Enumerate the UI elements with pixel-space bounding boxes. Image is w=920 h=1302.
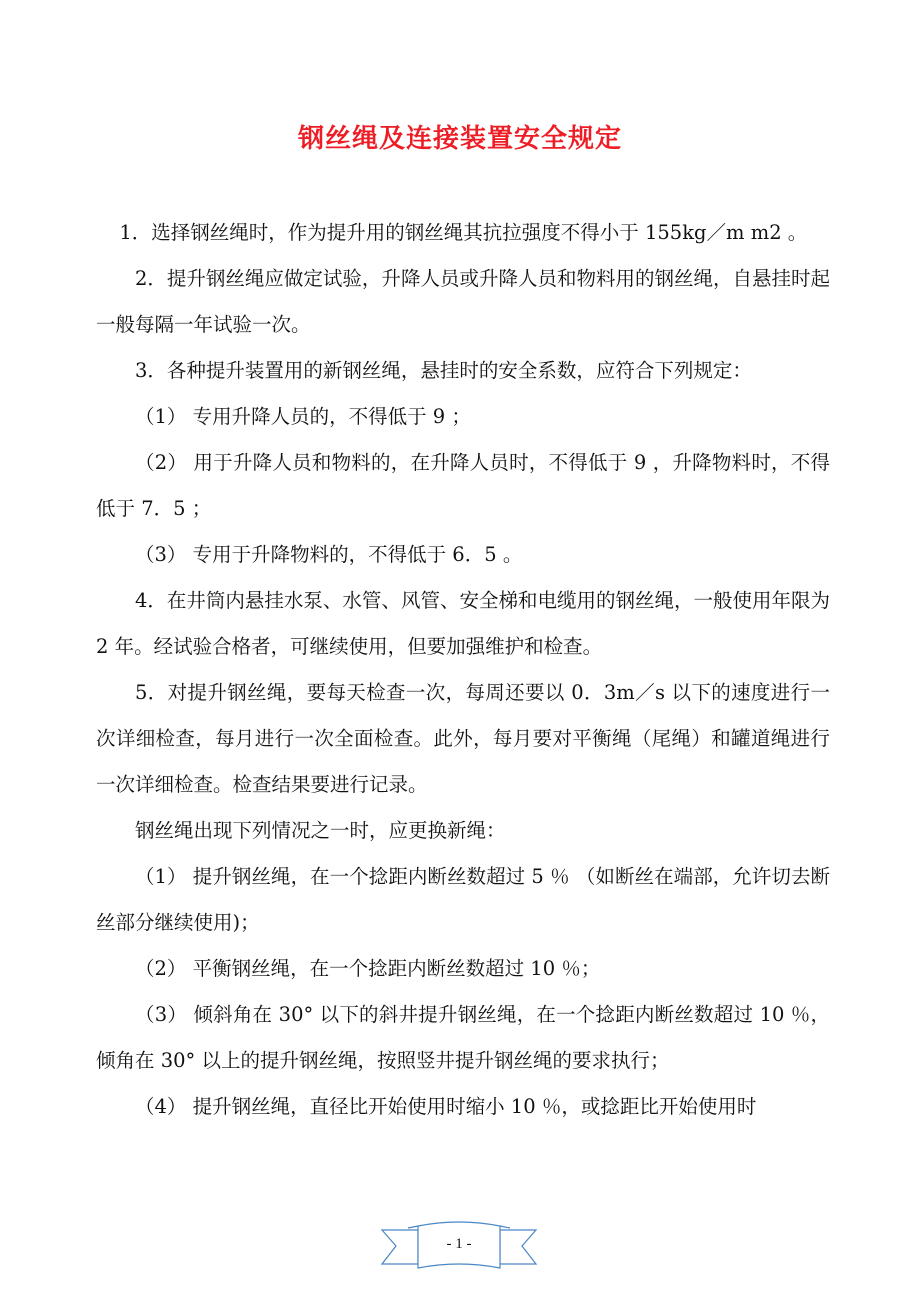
replacement-item-4: （4） 提升钢丝绳，直径比开始使用时缩小 10 ％，或捻距比开始使用时 — [135, 1095, 757, 1118]
paragraph-3-item-3: （3） 专用于升降物料的，不得低于 6．5 。 — [135, 543, 523, 566]
replacement-intro: 钢丝绳出现下列情况之一时，应更换新绳： — [135, 819, 506, 842]
paragraph-1: 1．选择钢丝绳时，作为提升用的钢丝绳其抗拉强度不得小于 155kg／m m2 。 — [119, 221, 808, 244]
page-number: - 1 - — [446, 1236, 472, 1252]
replacement-item-1: （1） 提升钢丝绳，在一个捻距内断丝数超过 5 ％ （如断丝在端部，允许切去断丝部分继续使用)； — [96, 865, 830, 934]
paragraph-5: 5．对提升钢丝绳，要每天检查一次，每周还要以 0．3m／s 以下的速度进行一次详细检查，每月进行一次全面检查。此外，每月要对平衡绳（尾绳）和罐道绳进行一次详细检查。检查结果要进行记录。 — [96, 681, 830, 796]
document-title: 钢丝绳及连接装置安全规定 — [297, 124, 622, 154]
document-body — [96, 210, 830, 1130]
paragraph-3-item-1: （1） 专用升降人员的，不得低于 9 ； — [135, 405, 471, 428]
replacement-item-2: （2） 平衡钢丝绳，在一个捻距内断丝数超过 10 ％； — [135, 957, 601, 980]
paragraph-3: 3．各种提升装置用的新钢丝绳，悬挂时的安全系数，应符合下列规定： — [135, 359, 752, 382]
page-footer — [378, 1216, 540, 1276]
replacement-item-3: （3） 倾斜角在 30° 以下的斜井提升钢丝绳，在一个捻距内断丝数超过 10 ％，倾角在 30° 以上的提升钢丝绳，按照竖井提升钢丝绳的要求执行； — [96, 1003, 830, 1072]
paragraph-2: 2．提升钢丝绳应做定试验，升降人员或升降人员和物料用的钢丝绳，自悬挂时起一般每隔一年试验一次。 — [96, 267, 830, 336]
paragraph-4: 4．在井筒内悬挂水泵、水管、风管、安全梯和电缆用的钢丝绳，一般使用年限为 2 年。经试验合格者，可继续使用，但要加强维护和检查。 — [96, 589, 830, 658]
paragraph-3-item-2: （2） 用于升降人员和物料的，在升降人员时，不得低于 9 ，升降物料时，不得低于 7．5 ； — [96, 451, 830, 520]
